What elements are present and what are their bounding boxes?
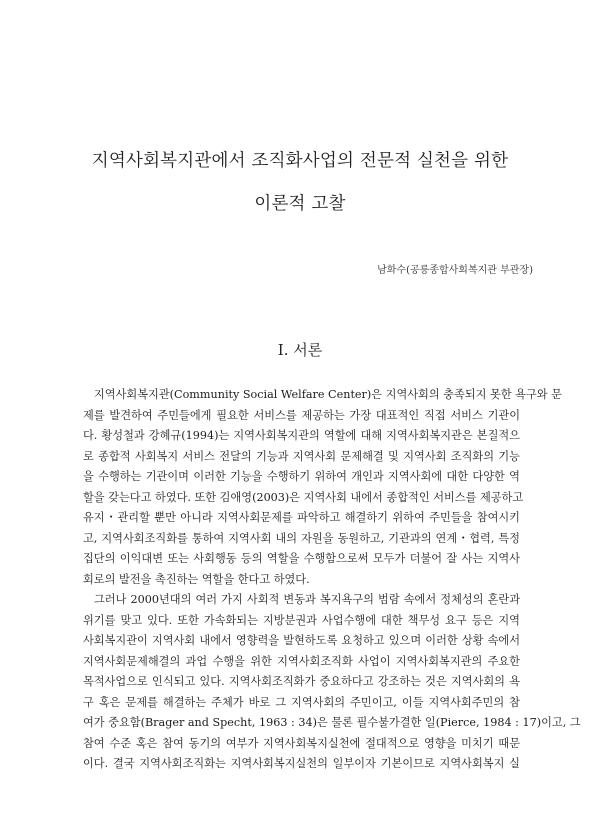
paragraph-2-line: 여가 중요함(Brager and Specht, 1963 : 34)은 물론 필수불가결한 일(Pierce, 1984 : 17)이고, 그: [83, 716, 581, 729]
body-text: [83, 385, 581, 775]
paragraph-1-line: 회로의 발전을 촉진하는 역할을 한다고 하였다.: [83, 572, 310, 586]
paragraph-1-line: 할을 갖는다고 하였다. 또한 김애영(2003)은 지역사회 내에서 종합적인 서비스를 제공하고: [83, 490, 524, 504]
paragraph-2-line: 구 혹은 문제를 해결하는 주체가 바로 그 지역사회의 주민이고, 이들 지역사회주민의 참: [83, 695, 520, 709]
paper-title-line-1: 지역사회복지관에서 조직화사업의 전문적 실천을 위한: [91, 151, 509, 171]
paragraph-1-line: 로 종합적 사회복지 서비스 전달의 기능과 지역사회 문제해결 및 지역사회 조직화의 기능: [83, 449, 520, 463]
paragraph-1-line: 다. 황성철과 강혜규(1994)는 지역사회복지관의 역할에 대해 지역사회복지관은 본질적으: [83, 429, 520, 442]
paragraph-1-line: 제를 발견하여 주민들에게 필요한 서비스를 제공하는 가장 대표적인 직접 서비스 기관이: [83, 408, 520, 422]
paragraph-1-line: 고, 지역사회조직화를 통하여 지역사회 내의 자원을 동원하고, 기관과의 연계・협력, 특정: [83, 531, 520, 545]
paragraph-2-line: 이다. 결국 지역사회조직화는 지역사회복지실천의 일부이자 기본이므로 지역사회복지 실: [83, 757, 520, 770]
author-affiliation: 남화수(공릉종합사회복지관 부관장): [377, 265, 533, 276]
paper-title-line-2: 이론적 고찰: [254, 194, 346, 214]
paragraph-2-line: 위기를 맞고 있다. 또한 가속화되는 지방분권과 사업수행에 대한 책무성 요구 등은 지역: [83, 613, 520, 627]
paragraph-2-line: 그러나 2000년대의 여러 가지 사회적 변동과 복지욕구의 범람 속에서 정체성의 혼란과: [94, 593, 520, 606]
paragraph-2-line: 참여 수준 혹은 참여 동기의 여부가 지역사회복지실천에 절대적으로 영향을 미치기 때문: [83, 736, 520, 750]
paragraph-1-line: 집단의 이익대변 또는 사회행동 등의 역할을 수행함으로써 모두가 더불어 잘 사는 지역사: [83, 552, 520, 565]
paragraph-2-line: 지역사회문제해결의 과업 수행을 위한 지역사회조직화 사업이 지역사회복지관의 주요한: [83, 654, 520, 668]
paragraph-2-line: 사회복지관이 지역사회 내에서 영향력을 발현하도록 요청하고 있으며 이러한 상황 속에서: [83, 634, 520, 647]
paragraph-1-line: 유지・관리할 뿐만 아니라 지역사회문제를 파악하고 해결하기 위하여 주민들을 참여시키: [83, 511, 520, 524]
section-heading-introduction: Ⅰ. 서론: [277, 341, 323, 359]
paragraph-2-line: 목적사업으로 인식되고 있다. 지역사회조직화가 중요하다고 강조하는 것은 지역사회의 욕: [83, 675, 520, 688]
paragraph-1-line: 을 수행하는 기관이며 이러한 기능을 수행하기 위하여 개인과 지역사회에 대한 다양한 역: [83, 470, 520, 483]
paragraph-1-line: 지역사회복지관(Community Social Welfare Center)은 지역사회의 충족되지 못한 욕구와 문: [94, 388, 562, 401]
